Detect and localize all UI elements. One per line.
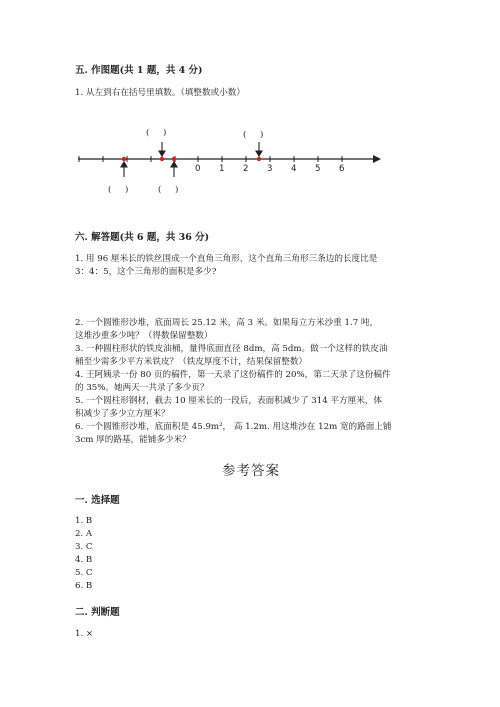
answers-title: 参考答案	[222, 463, 280, 479]
up-arrowhead-icon	[121, 162, 127, 167]
tick-label: 1	[219, 164, 225, 174]
up-arrowhead-icon	[171, 162, 177, 167]
point-marker	[122, 157, 126, 161]
question-5-line-1: 5. 一个圆柱形钢材，截去 10 厘米长的一段后，表面积减少了 314 平方厘米，体	[75, 396, 383, 406]
question-2-line-1: 2. 一个圆锥形沙堆，底面周长 25.12 米，高 3 米。如果每立方米沙重 1.7 吨，	[75, 318, 379, 328]
tick-label: 5	[315, 164, 321, 174]
answer-item: 2. A	[75, 529, 93, 539]
answer-bracket-top: ( )	[243, 130, 264, 140]
tick-label: 3	[267, 164, 273, 174]
section6-heading: 六. 解答题(共 6 题，共 36 分)	[75, 232, 210, 243]
question-2-line-2: 这堆沙重多少吨？（得数保留整数）	[75, 331, 213, 341]
down-arrowhead-icon	[256, 151, 262, 156]
answer-item: 1. ×	[75, 629, 94, 639]
question-6-line-2: 3cm 厚的路基，能铺多少米？	[75, 435, 191, 445]
section5-question-1: 1. 从左到右在括号里填数。（填整数或小数）	[75, 88, 245, 98]
answer-bracket-bottom: ( )	[108, 185, 129, 195]
point-marker	[172, 157, 176, 161]
question-4-line-2: 的 35%。她两天一共录了多少页？	[75, 383, 209, 393]
question-3-line-2: 桶至少需多少平方米铁皮？（铁皮厚度不计，结果保留整数）	[75, 357, 308, 367]
answer-item: 6. B	[75, 581, 93, 591]
question-3-line-1: 3. 一种圆柱形状的铁皮油桶，量得底面直径 8dm，高 5dm。做一个这样的铁皮油	[75, 344, 388, 354]
answers-part2-heading: 二. 判断题	[75, 607, 120, 618]
answer-item: 3. C	[75, 542, 93, 552]
answer-item: 4. B	[75, 555, 93, 565]
point-marker	[257, 157, 261, 161]
tick-label: 2	[243, 164, 249, 174]
question-1-line-2: 3：4：5，这个三角形的面积是多少?	[75, 267, 217, 277]
answer-bracket-bottom: ( )	[158, 185, 179, 195]
question-1-line-1: 1. 用 96 厘米长的铁丝围成一个直角三角形，这个直角三角形三条边的长度比是	[75, 254, 378, 264]
question-4-line-1: 4. 王阿姨录一份 80 页的稿件，第一天录了这份稿件的 20%，第二天录了这份稿件	[75, 370, 391, 380]
question-5-line-2: 积减少了多少立方厘米？	[75, 409, 170, 419]
down-arrowhead-icon	[159, 151, 165, 156]
tick-label: 0	[195, 164, 201, 174]
answers-part1-heading: 一. 选择题	[75, 495, 120, 506]
number-line-figure	[70, 122, 390, 197]
answer-item: 5. C	[75, 568, 93, 578]
tick-label: 4	[291, 164, 297, 174]
axis-arrowhead	[373, 155, 381, 163]
point-marker	[160, 157, 164, 161]
answer-bracket-top: ( )	[146, 128, 167, 138]
tick-label: 6	[339, 164, 345, 174]
section5-heading: 五. 作图题(共 1 题，共 4 分)	[75, 65, 203, 76]
question-6-line-1: 6. 一个圆锥形沙堆，底面积是 45.9m²， 高 1.2m. 用这堆沙在 12m 宽的路面上铺	[75, 422, 392, 432]
answer-item: 1. B	[75, 516, 93, 526]
